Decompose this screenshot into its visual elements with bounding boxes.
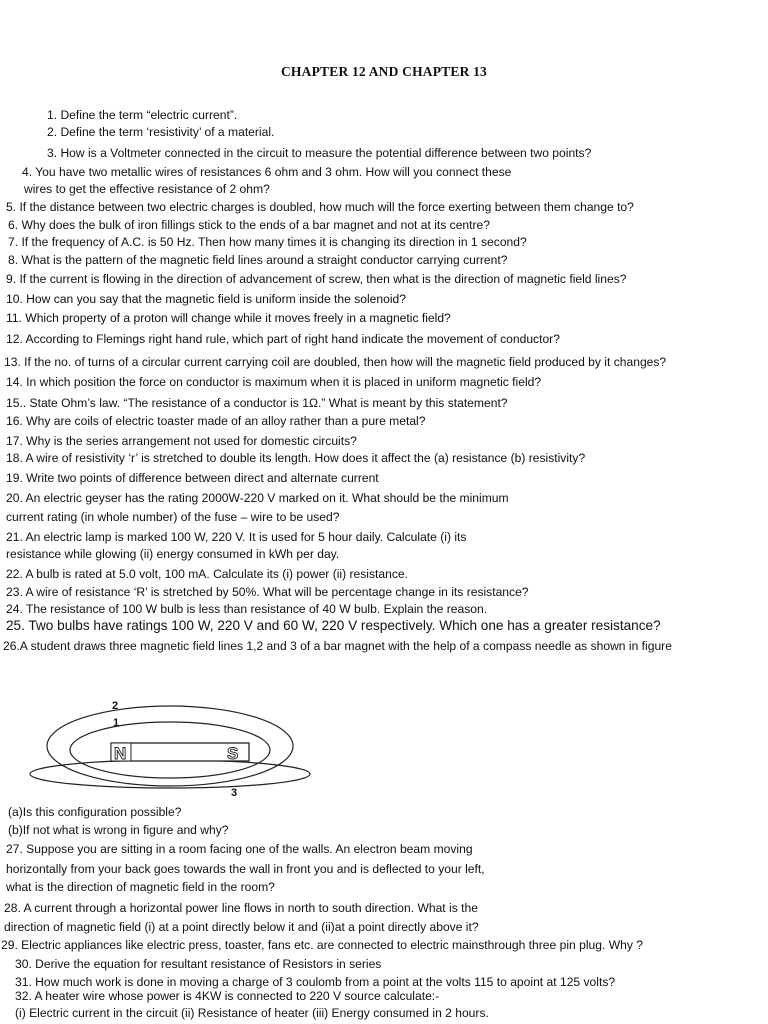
question-6: 6. Why does the bulk of iron fillings stick to the ends of a bar magnet and not at its centre? — [8, 218, 491, 232]
question-27: 27. Suppose you are sitting in a room facing one of the walls. An electron beam moving — [6, 842, 473, 856]
question-9: 9. If the current is flowing in the direction of advancement of screw, then what is the direction of magnetic field lines? — [6, 272, 627, 286]
question-15: 15.. State Ohm’s law. “The resistance of a conductor is 1Ω.” What is meant by this statement? — [6, 396, 508, 410]
question-27-continued-1: horizontally from your back goes towards the wall in front you and is deflected to your left, — [6, 862, 485, 876]
question-28-continued: direction of magnetic field (i) at a point directly below it and (ii)at a point directly above it? — [4, 920, 479, 934]
question-20-continued: current rating (in whole number) of the fuse – wire to be used? — [6, 510, 340, 524]
question-12: 12. According to Flemings right hand rule, which part of right hand indicate the movement of conductor? — [6, 332, 560, 346]
question-22: 22. A bulb is rated at 5.0 volt, 100 mA. Calculate its (i) power (ii) resistance. — [6, 567, 408, 581]
question-3: 3. How is a Voltmeter connected in the circuit to measure the potential difference between two points? — [47, 146, 592, 160]
question-2: 2. Define the term ‘resistivity’ of a material. — [47, 125, 275, 139]
question-25: 25. Two bulbs have ratings 100 W, 220 V and 60 W, 220 V respectively. Which one has a greater resistance? — [6, 618, 661, 633]
field-line-label-3: 3 — [231, 787, 238, 799]
question-4: 4. You have two metallic wires of resistances 6 ohm and 3 ohm. How will you connect these — [22, 165, 512, 179]
field-line-3 — [30, 760, 310, 788]
question-26: 26.A student draws three magnetic field lines 1,2 and 3 of a bar magnet with the help of a compass needle as shown in figure — [3, 639, 672, 653]
question-1: 1. Define the term “electric current”. — [47, 108, 238, 122]
question-24: 24. The resistance of 100 W bulb is less than resistance of 40 W bulb. Explain the reason. — [6, 602, 488, 616]
question-11: 11. Which property of a proton will change while it moves freely in a magnetic field? — [6, 311, 451, 325]
question-27-continued-2: what is the direction of magnetic field in the room? — [6, 880, 275, 894]
question-21-continued: resistance while glowing (ii) energy consumed in kWh per day. — [6, 547, 340, 561]
question-13: 13. If the no. of turns of a circular current carrying coil are doubled, then how will the magnetic field produced by it changes? — [4, 355, 667, 369]
question-23: 23. A wire of resistance ‘R’ is stretched by 50%. What will be percentage change in its resistance? — [6, 585, 529, 599]
page-title: CHAPTER 12 AND CHAPTER 13 — [280, 64, 487, 79]
question-32: 32. A heater wire whose power is 4KW is connected to 220 V source calculate:- — [15, 989, 440, 1003]
question-17: 17. Why is the series arrangement not used for domestic circuits? — [6, 434, 357, 448]
question-4-continued: wires to get the effective resistance of 2 ohm? — [24, 182, 270, 196]
north-pole-label: N — [114, 744, 127, 763]
question-20: 20. An electric geyser has the rating 2000W-220 V marked on it. What should be the minimum — [6, 491, 509, 505]
question-30: 30. Derive the equation for resultant resistance of Resistors in series — [15, 957, 382, 971]
question-16: 16. Why are coils of electric toaster made of an alloy rather than a pure metal? — [6, 414, 426, 428]
question-14: 14. In which position the force on conductor is maximum when it is placed in uniform magnetic field? — [6, 375, 542, 389]
question-31: 31. How much work is done in moving a charge of 3 coulomb from a point at the volts 115 to apoint at 125 volts? — [15, 975, 616, 989]
question-18: 18. A wire of resistivity ‘r’ is stretched to double its length. How does it affect the (a) resistance (b) resistivity? — [6, 451, 586, 465]
field-line-label-1: 1 — [113, 717, 120, 729]
question-26a: (a)Is this configuration possible? — [8, 805, 182, 819]
question-10: 10. How can you say that the magnetic field is uniform inside the solenoid? — [6, 292, 406, 306]
question-28: 28. A current through a horizontal power line flows in north to south direction. What is the — [4, 901, 478, 915]
question-7: 7. If the frequency of A.C. is 50 Hz. Then how many times it is changing its direction in 1 second? — [8, 235, 527, 249]
question-29: 29. Electric appliances like electric press, toaster, fans etc. are connected to electric mainsthrough three pin plug. Why ? — [1, 938, 643, 952]
bar-magnet-figure — [20, 692, 320, 804]
question-26b: (b)If not what is wrong in figure and why? — [8, 823, 229, 837]
question-21: 21. An electric lamp is marked 100 W, 220 V. It is used for 5 hour daily. Calculate (i) its — [6, 530, 467, 544]
south-pole-label: S — [227, 744, 239, 763]
question-32-continued: (i) Electric current in the circuit (ii) Resistance of heater (iii) Energy consumed in 2 hours. — [15, 1006, 489, 1020]
field-line-label-2: 2 — [112, 700, 119, 712]
question-19: 19. Write two points of difference between direct and alternate current — [6, 471, 379, 485]
question-8: 8. What is the pattern of the magnetic field lines around a straight conductor carrying current? — [8, 253, 508, 267]
question-5: 5. If the distance between two electric charges is doubled, how much will the force exerting between them change to? — [6, 200, 634, 214]
